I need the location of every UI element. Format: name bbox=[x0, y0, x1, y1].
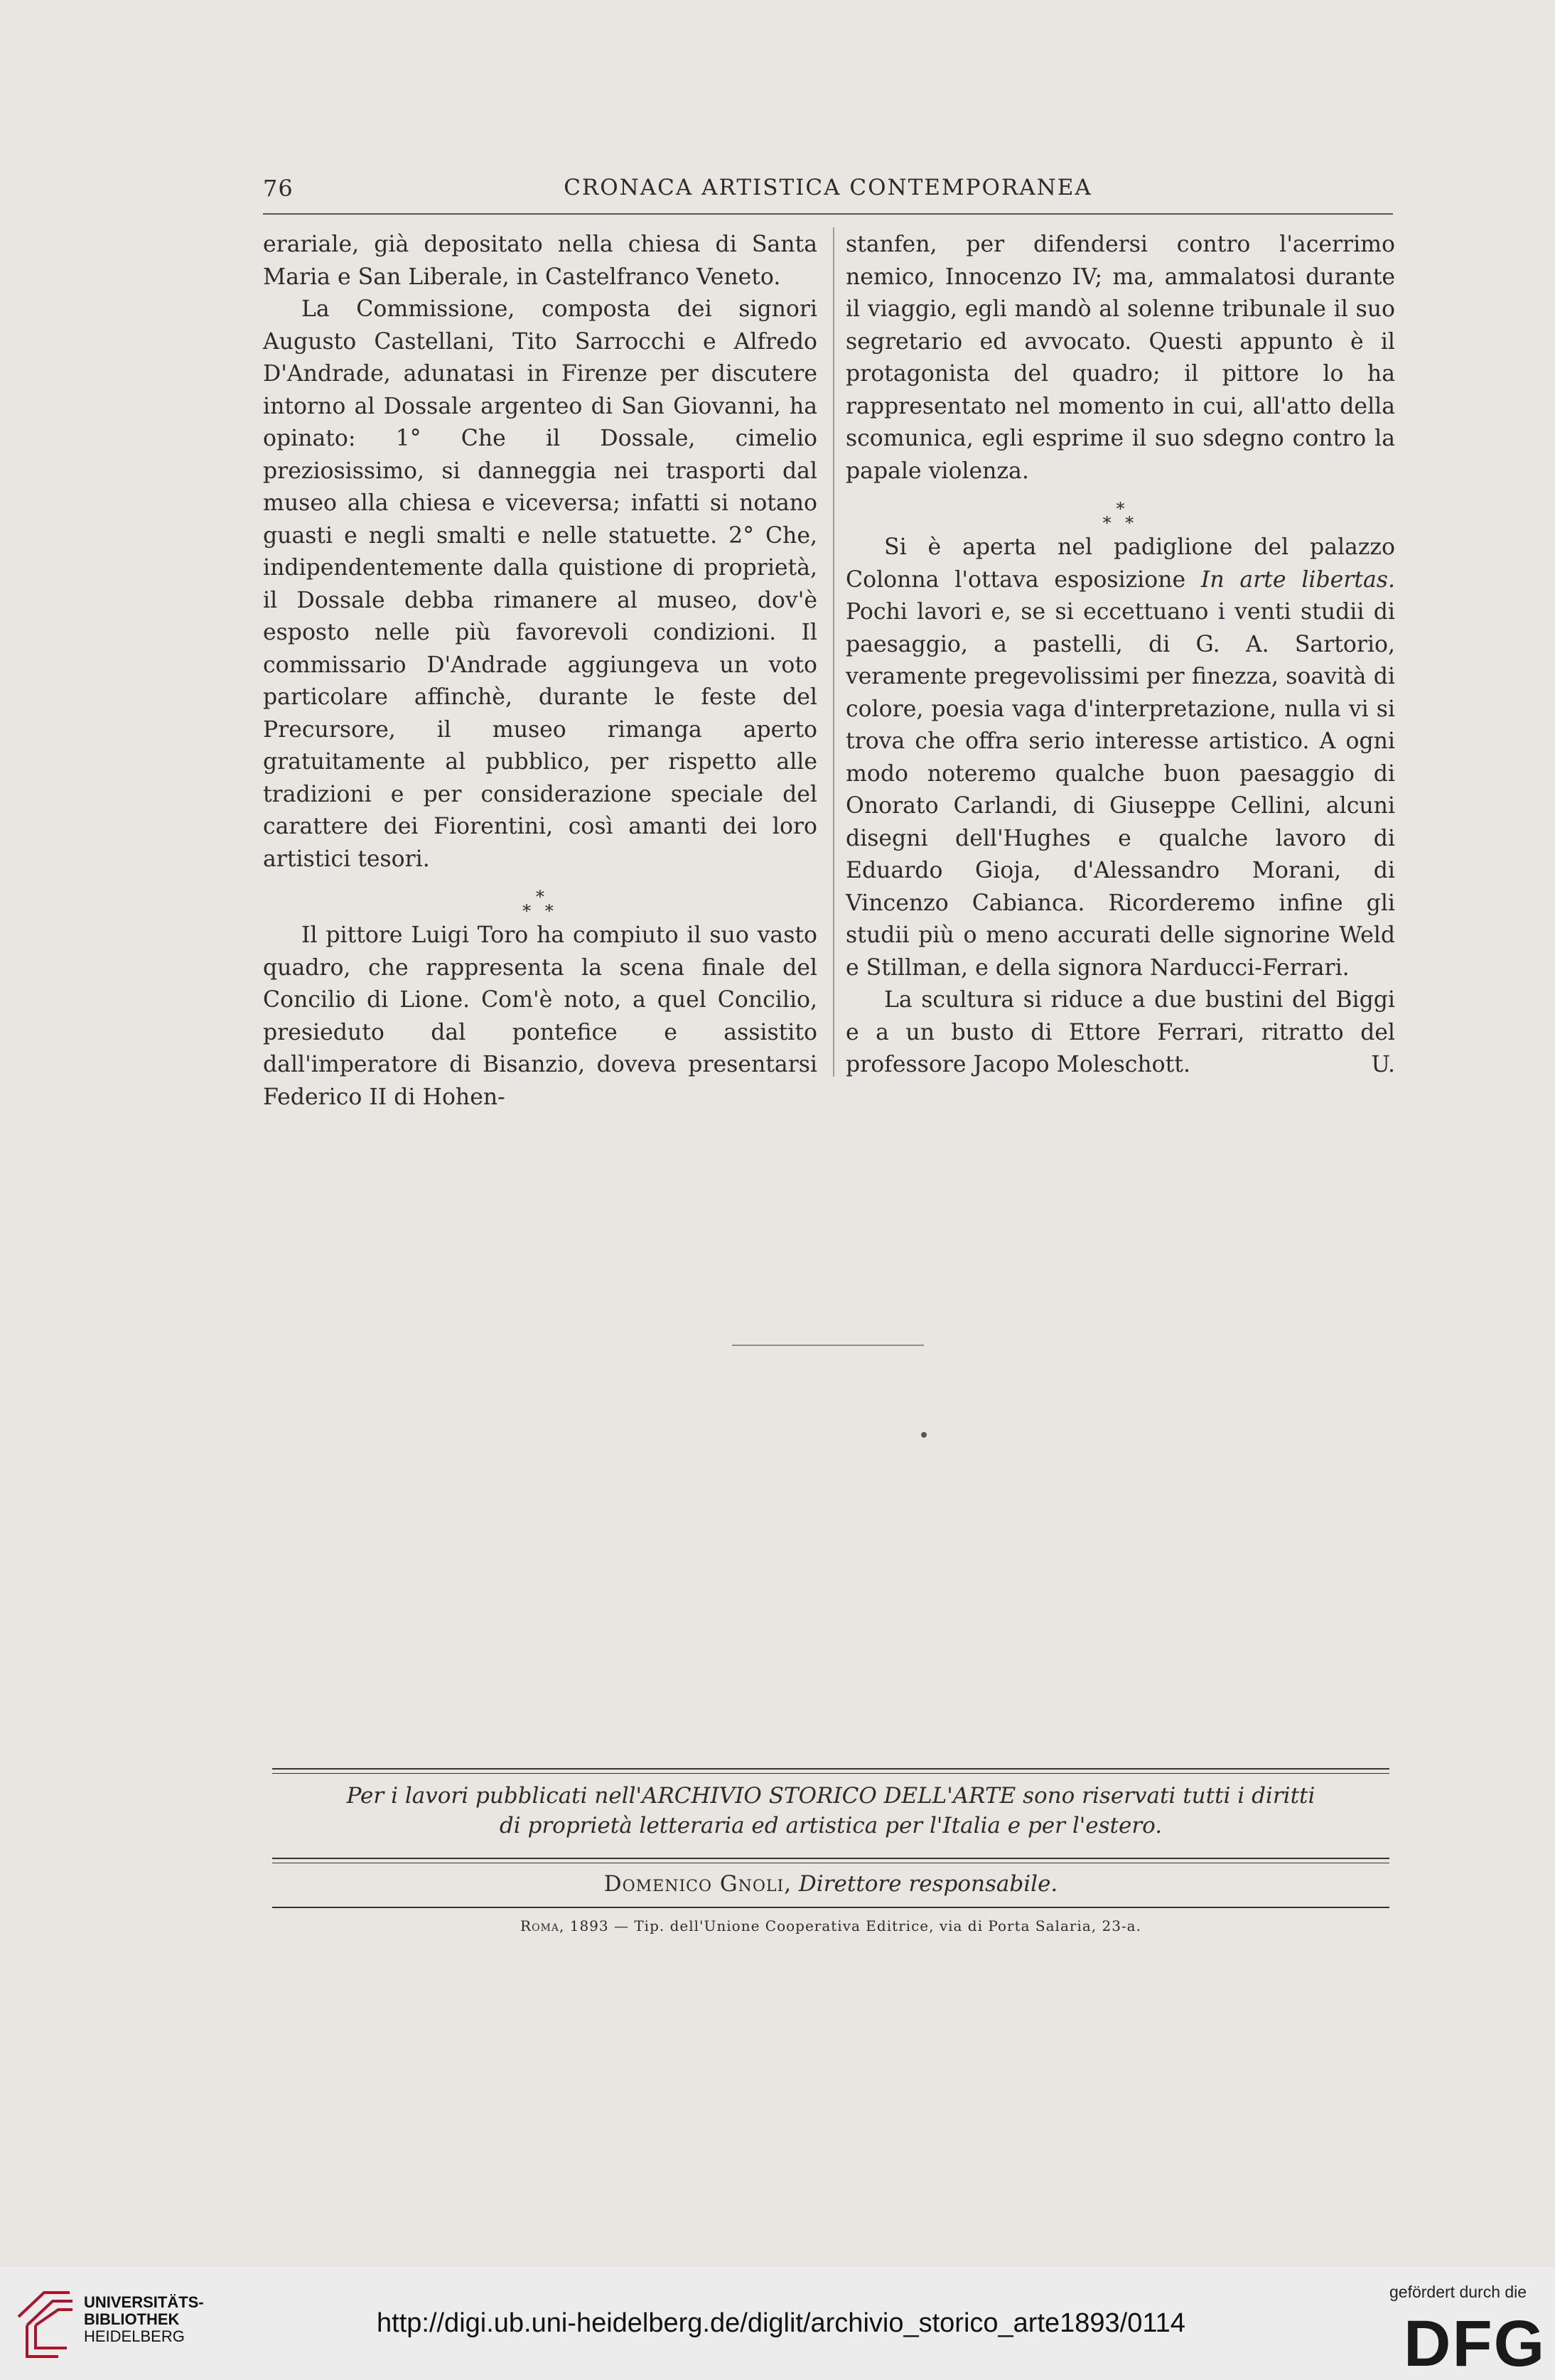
right-column bbox=[846, 229, 1395, 1082]
star-top: * bbox=[536, 887, 544, 907]
left-paragraph-2: La Commissione, composta dei signori Augusto Castellani, Tito Sarrocchi e Alfredo D'Andrade, adunatasi in Firenze per discutere intorno al Dossale argenteo di San Giovanni, ha opinato: 1° Che il Dossale, cimelio preziosissimo, si danneggia nei trasporti dal museo alla chiesa e viceversa; infatti si notano guasti e negli smalti e nelle statuette. 2° Che, indipendentemente dalla quistione di proprietà, il Dossale debba rimanere al museo, dov'è esposto nelle più favorevoli condizioni. Il commissario D'Andrade aggiungeva un voto particolare affinchè, durante le feste del Precursore, il museo rimanga aperto gratuitamente al pubblico, per rispetto alle tradizioni e per considerazione speciale del carattere dei Fiorentini, così amanti dei loro artistici tesori. bbox=[263, 296, 817, 872]
imprint-city: Roma, bbox=[520, 1917, 565, 1934]
star-top: * bbox=[1116, 499, 1125, 519]
copyright-line-2: di proprietà letteraria ed artistica per l'Italia e per l'estero. bbox=[499, 1813, 1163, 1838]
paragraph-text: Pochi lavori e, se si eccettuano i venti studii di paesaggio, a pastelli, di G. A. Sartorio, veramente pregevolissimi per finezza, soavità di colore, poesia vaga d'interpretazione, nulla vi si trova che offra serio interesse artistico. A ogni modo noteremo qualche buon paesaggio di Onorato Carlandi, di Giuseppe Cellini, alcuni disegni dell'Hughes e qualche lavoro di Eduardo Gioja, d'Alessandro Morani, di Vincenzo Cabianca. Ricorderemo infine gli studii più o meno accurati delle signorine Weld e Stillman, e della signora Narducci-Ferrari. bbox=[846, 599, 1395, 981]
left-paragraph-1: erariale, già depositato nella chiesa di Santa Maria e San Liberale, in Castelfranco Veneto. bbox=[263, 232, 817, 290]
library-line-3: HEIDELBERG bbox=[84, 2327, 185, 2345]
running-title: CRONACA ARTISTICA CONTEMPORANEA bbox=[564, 175, 1092, 200]
permalink-url[interactable]: http://digi.ub.uni-heidelberg.de/diglit/archivio_storico_arte1893/0114 bbox=[377, 2308, 1185, 2338]
paragraph-text: La scultura si riduce a due bustini del Biggi e a un busto di Ettore Ferrari, ritratto del professore Jacopo Moleschott. bbox=[846, 987, 1395, 1077]
paragraph-text: Si è aperta nel padiglione del palazzo Colonna l'ottava esposizione bbox=[846, 534, 1395, 593]
double-rule-middle bbox=[272, 1858, 1389, 1859]
page-header bbox=[263, 175, 1393, 203]
printer-imprint bbox=[272, 1917, 1389, 1934]
bottom-rule bbox=[272, 1907, 1389, 1908]
copyright-line-1: Per i lavori pubblicati nell'ARCHIVIO STORICO DELL'ARTE sono riservati tutti i diritti bbox=[346, 1783, 1315, 1809]
right-paragraph-2 bbox=[846, 532, 1395, 984]
imprint-text: 1893 — Tip. dell'Unione Cooperativa Editrice, via di Porta Salaria, 23-a. bbox=[569, 1917, 1141, 1934]
library-line-1: UNIVERSITÄTS- bbox=[84, 2293, 204, 2311]
star-bottom: * * bbox=[1102, 513, 1139, 533]
column-divider bbox=[833, 227, 834, 1077]
end-rule bbox=[732, 1345, 924, 1346]
right-paragraph-1: stanfen, per difendersi contro l'acerrimo nemico, Innocenzo IV; ma, ammalatosi durante il viaggio, egli mandò al solenne tribunale il suo segretario ed avvocato. Questi appunto è il protagonista del quadro; il pittore lo ha rappresentato nel momento in cui, all'atto della scomunica, egli esprime il suo sdegno contro la papale violenza. bbox=[846, 232, 1395, 484]
page-number: 76 bbox=[263, 175, 294, 202]
viewer-footer bbox=[0, 2267, 1555, 2380]
director-role: Direttore responsabile. bbox=[798, 1871, 1058, 1897]
double-rule-top-thin bbox=[272, 1773, 1389, 1774]
section-separator-stars bbox=[263, 876, 817, 920]
author-signature: U. bbox=[1371, 1052, 1395, 1077]
left-column bbox=[263, 229, 817, 1114]
exhibition-title: In arte libertas. bbox=[1200, 566, 1395, 593]
library-name bbox=[84, 2294, 204, 2345]
header-rule bbox=[263, 213, 1393, 215]
copyright-notice bbox=[272, 1781, 1389, 1841]
dfg-logo: DFG bbox=[1404, 2308, 1546, 2380]
funding-note: gefördert durch die bbox=[1389, 2283, 1527, 2301]
university-library-logo-icon bbox=[16, 2288, 77, 2359]
director-line bbox=[272, 1869, 1389, 1899]
double-rule-top bbox=[272, 1768, 1389, 1770]
ink-dot bbox=[921, 1432, 927, 1438]
director-name: Domenico Gnoli, bbox=[603, 1871, 792, 1897]
section-separator-stars bbox=[846, 488, 1395, 532]
right-paragraph-3 bbox=[846, 984, 1395, 1082]
star-bottom: * * bbox=[522, 901, 558, 921]
left-paragraph-3: Il pittore Luigi Toro ha compiuto il suo vasto quadro, che rappresenta la scena finale del Concilio di Lione. Com'è noto, a quel Concilio, presieduto dal pontefice e assistito dall'imperatore di Bisanzio, doveva presentarsi Federico II di Hohen- bbox=[263, 922, 817, 1110]
library-line-2: BIBLIOTHEK bbox=[84, 2310, 180, 2328]
